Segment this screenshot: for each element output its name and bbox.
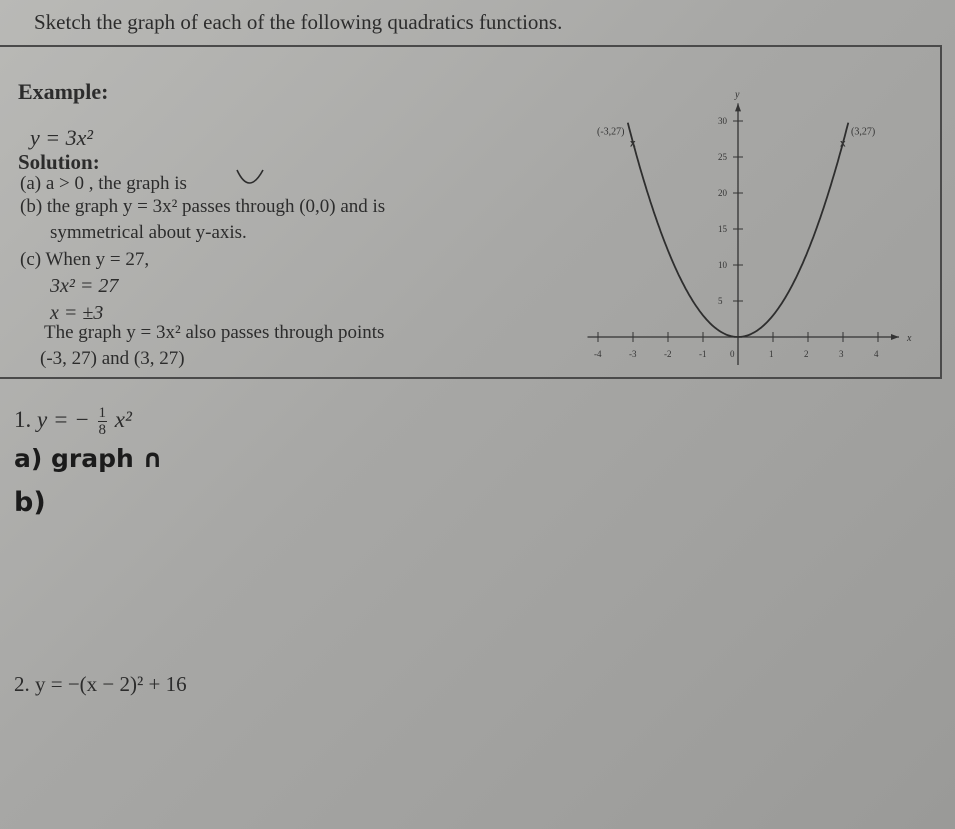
x-tick-label: 3 (839, 349, 844, 359)
x-tick-label: -3 (629, 349, 637, 359)
y-tick-label: 25 (718, 152, 727, 162)
x-tick-label: 4 (874, 349, 879, 359)
solution-line-b2: symmetrical about y-axis. (50, 222, 247, 243)
x-tick-label: -2 (664, 349, 672, 359)
y-tick-label: 15 (718, 224, 727, 234)
question-1-fraction (98, 405, 108, 438)
question-2: 2. y = −(x − 2)² + 16 (14, 672, 187, 696)
question-1-lhs: y = − (37, 406, 90, 432)
point-label: (3,27) (851, 126, 876, 138)
handwritten-answer-b: b) (14, 487, 46, 518)
y-tick-label: 20 (718, 188, 727, 198)
example-title: Example: (18, 79, 109, 104)
fraction-denominator: 8 (98, 422, 106, 438)
instructions: Sketch the graph of each of the following quadratics functions. (34, 10, 563, 34)
x-tick-label: 2 (804, 349, 809, 359)
solution-line-e: (-3, 27) and (3, 27) (40, 348, 185, 369)
x-tick-label: 0 (730, 349, 735, 359)
question-1-rhs: x² (114, 406, 132, 432)
question-1 (14, 405, 132, 438)
question-1-number: 1. (14, 406, 32, 432)
y-tick-label: 5 (718, 296, 723, 306)
solution-line-c: (c) When y = 27, (20, 249, 150, 270)
x-axis-arrow-icon (891, 334, 899, 340)
solution-line-d: The graph y = 3x² also passes through points (44, 322, 385, 343)
solution-math-2: x = ±3 (50, 302, 104, 324)
solution-title: Solution: (18, 150, 100, 174)
point-marker: x (630, 138, 636, 150)
solution-line-a: (a) a > 0 , the graph is (20, 173, 187, 194)
example-equation: y = 3x² (30, 125, 93, 150)
x-axis-label: x (907, 333, 912, 344)
x-tick-label: -1 (699, 349, 707, 359)
point-label: (-3,27) (597, 126, 625, 138)
solution-math-1: 3x² = 27 (50, 275, 119, 297)
y-axis-label: y (735, 89, 740, 101)
y-axis-arrow-icon (735, 103, 741, 111)
cup-shape-icon (235, 168, 265, 190)
x-tick-label: 1 (769, 349, 774, 359)
y-tick-label: 10 (718, 260, 727, 270)
fraction-numerator: 1 (98, 405, 106, 421)
parabola-chart (556, 70, 916, 375)
y-tick-label: 30 (718, 116, 727, 126)
handwritten-answer-a: a) graph ∩ (14, 444, 163, 473)
x-tick-label: -4 (594, 349, 602, 359)
point-marker: x (840, 138, 846, 150)
solution-line-b: (b) the graph y = 3x² passes through (0,0) and is (20, 196, 386, 217)
